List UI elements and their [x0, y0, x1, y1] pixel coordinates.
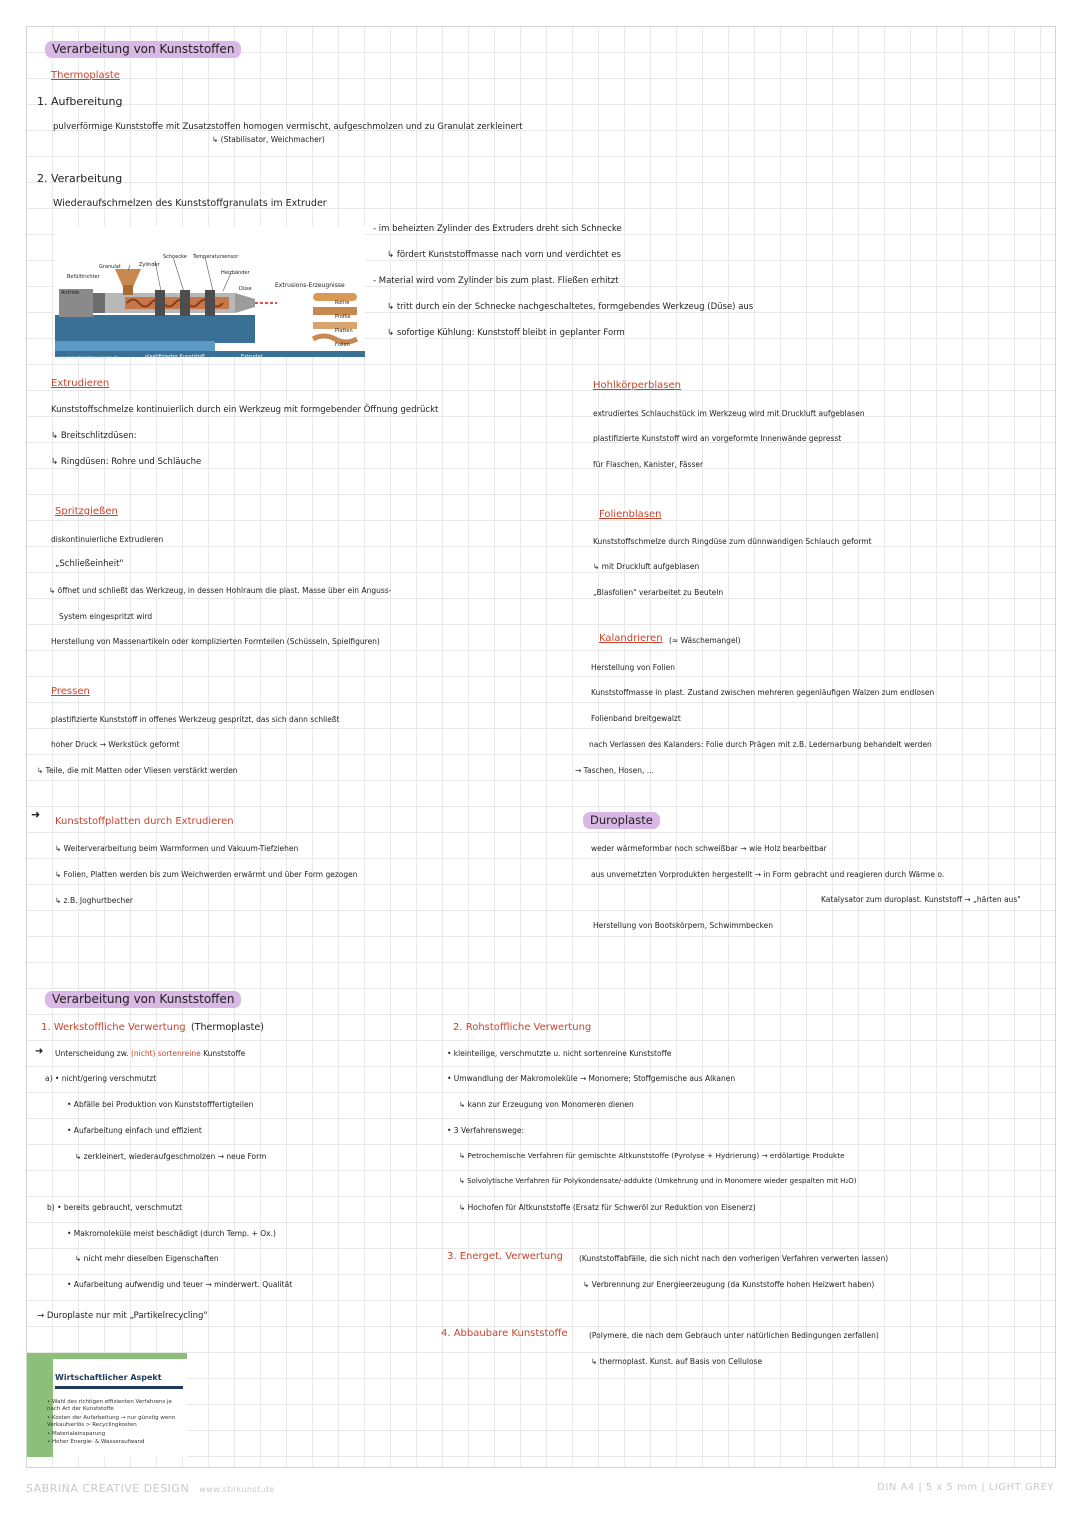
spritzgiessen-3: ↳ öffnet und schließt das Werkzeug, in dessen Hohlraum die plast. Masse über ein Anguss- [49, 586, 392, 595]
eco-item-1b: nach Art der Kunststoffe [47, 1406, 114, 1412]
unterscheidung-end: Kunststoffe [203, 1049, 246, 1058]
duroplaste-recycling: → Duroplaste nur mit „Partikelrecycling" [37, 1311, 208, 1321]
pressen-heading: Pressen [51, 686, 90, 697]
thermoplaste-heading: Thermoplaste [51, 70, 120, 81]
kalandrieren-4: nach Verlassen des Kalanders: Folie durch Prägen mit z.B. Ledernarbung behandelt werden [589, 740, 932, 749]
rohstoffliche-7: ↳ Hochofen für Altkunststoffe (Ersatz für Schweröl zur Reduktion von Eisenerz) [459, 1203, 756, 1212]
extruder-note-3: - Material wird vom Zylinder bis zum plast. Fließen erhitzt [373, 276, 619, 286]
label-folien: Folien [335, 342, 350, 348]
footer-paper-info: DIN A4 | 5 x 5 mm | LIGHT GREY [877, 1482, 1054, 1493]
energetische-1: ↳ Verbrennung zur Energieerzeugung (da Kunststoffe hohen Heizwert haben) [583, 1280, 875, 1289]
label-extrusions-erzeugnisse: Extrusions-Erzeugnisse [275, 282, 345, 289]
label-granulat: Granulat [99, 264, 121, 270]
step-verarbeitung: 2. Verarbeitung [37, 172, 123, 185]
arrow-1: ➜ [35, 1046, 44, 1057]
aufbereitung-text: pulverförmige Kunststoffe mit Zusatzstoffen homogen vermischt, aufgeschmolzen und zu Granulat zerkleinert [53, 122, 523, 132]
rohstoffliche-6: ↳ Solvolytische Verfahren für Polykondensate/-addukte (Umkehrung und in Monomere wieder gespalten mit H₂O) [459, 1177, 857, 1185]
label-rohre: Rohre [335, 300, 350, 306]
notebook-page [26, 26, 1056, 1468]
label-zylinder: Zylinder [139, 262, 160, 268]
rohstoffliche-2: • Umwandlung der Makromoleküle → Monomere; Stoffgemische aus Alkanen [447, 1074, 736, 1083]
spritzgiessen-4: System eingespritzt wird [59, 612, 153, 621]
duroplaste-4: Herstellung von Bootskörpern, Schwimmbecken [593, 921, 773, 930]
extruder-note-2: ↳ fördert Kunststoffmasse nach vorn und verdichtet es [387, 250, 621, 260]
label-temperatursensor: Temperatursensor [193, 254, 239, 260]
label-befuelltrichter: Befülltrichter [67, 274, 100, 280]
extruder-note-5: ↳ sofortige Kühlung: Kunststoff bleibt in geplanter Form [387, 328, 625, 338]
abbaubare-heading: 4. Abbaubare Kunststoffe [441, 1328, 568, 1339]
eco-item-3: • Materialeinsparung [47, 1431, 106, 1437]
label-duese: Düse [239, 286, 252, 292]
rohstoffliche-5: ↳ Petrochemische Verfahren für gemischte Altkunststoffe (Pyrolyse + Hydrierung) → erdölartige Produkte [459, 1151, 845, 1160]
extrudieren-heading: Extrudieren [51, 378, 110, 389]
hohlkoerperblasen-1: extrudiertes Schlauchstück im Werkzeug wird mit Druckluft aufgeblasen [593, 409, 865, 418]
label-antrieb: Antrieb [61, 290, 80, 296]
ringduesen: ↳ Ringdüsen: Rohre und Schläuche [51, 457, 202, 467]
wirtschaftlicher-aspekt-card [27, 1353, 187, 1457]
unterscheidung-highlight: (nicht) sortenreine [130, 1049, 201, 1058]
footer-site: www.stilkunst.de [199, 1485, 275, 1494]
spritzgiessen-2: „Schließeinheit" [55, 559, 124, 569]
footer-brand [26, 1482, 275, 1495]
werkstoffliche-note: (Thermoplaste) [191, 1022, 264, 1033]
breitschlitzduesen: ↳ Breitschlitzdüsen: [51, 431, 137, 441]
kalandrieren-1: Herstellung von Folien [591, 663, 675, 672]
label-platten: Platten [335, 328, 353, 334]
kalandrieren-2: Kunststoffmasse in plast. Zustand zwischen mehreren gegenläufigen Walzen zum endlosen [591, 688, 935, 697]
label-profile: Profile [335, 314, 351, 320]
duroplaste-heading: Duroplaste [583, 812, 660, 829]
folienblasen-1: Kunststoffschmelze durch Ringdüse zum dünnwandigen Schlauch geformt [593, 537, 872, 546]
spritzgiessen-heading: Spritzgießen [55, 506, 118, 517]
eco-item-2: • Kosten der Aufarbeitung → nur günstig wenn [47, 1415, 176, 1421]
pressen-2: hoher Druck → Werkstück geformt [51, 740, 180, 749]
energetische-note: (Kunststoffabfälle, die sich nicht nach den vorherigen Verfahren verwerten lassen) [579, 1254, 889, 1263]
label-plastifizierter-kunststoff: plastifizierter Kunststoff [145, 354, 205, 360]
folienblasen-3: „Blasfolien" verarbeitet zu Beuteln [593, 588, 724, 597]
aufbereitung-note: ↳ (Stabilisator, Weichmacher) [212, 135, 325, 144]
verarbeitung-text: Wiederaufschmelzen des Kunststoffgranulats im Extruder [53, 198, 327, 209]
label-extrudat: Extrudat [241, 354, 263, 360]
unterscheidung [55, 1047, 245, 1060]
spritzgiessen-1: diskontinuierliche Extrudieren [51, 535, 164, 544]
energetische-heading: 3. Energet. Verwertung [447, 1251, 563, 1262]
duroplaste-3: Katalysator zum duroplast. Kunststoff → „härten aus" [821, 895, 1021, 904]
section-title: Verarbeitung von Kunststoffen [45, 41, 241, 58]
rohstoffliche-heading: 2. Rohstoffliche Verwertung [453, 1022, 592, 1033]
unterscheidung-text: Unterscheidung zw. [55, 1049, 129, 1058]
diagram-source: www.maschinenbau-wissen.de [57, 355, 119, 360]
case-b-2: ↳ nicht mehr dieselben Eigenschaften [75, 1254, 219, 1263]
pressen-3: ↳ Teile, die mit Matten oder Vliesen verstärkt werden [37, 766, 238, 775]
section-title-2: Verarbeitung von Kunststoffen [45, 991, 241, 1008]
eco-title: Wirtschaftlicher Aspekt [55, 1373, 162, 1382]
kalandrieren-heading: Kalandrieren [599, 633, 663, 644]
case-a: a) • nicht/gering verschmutzt [45, 1074, 157, 1083]
kalandrieren-3: Folienband breitgewalzt [591, 714, 681, 723]
step-aufbereitung: 1. Aufbereitung [37, 95, 123, 108]
hohlkoerperblasen-heading: Hohlkörperblasen [593, 380, 681, 391]
extruder-illustration [55, 227, 365, 357]
kalandrieren-5: → Taschen, Hosen, ... [575, 766, 654, 775]
kunststoffplatten-heading: Kunststoffplatten durch Extrudieren [55, 816, 234, 827]
case-a-1: • Abfälle bei Produktion von Kunststofffertigteilen [67, 1100, 254, 1109]
case-b-3: • Aufarbeitung aufwendig und teuer → minderwert. Qualität [67, 1280, 293, 1289]
eco-item-1: • Wahl des richtigen effizienten Verfahrens je [47, 1399, 172, 1405]
kunststoffplatten-2: ↳ Folien, Platten werden bis zum Weichwerden erwärmt und über Form gezogen [55, 870, 358, 879]
kalandrieren-note: (≈ Wäschemangel) [669, 636, 741, 645]
extrudieren-text: Kunststoffschmelze kontinuierlich durch ein Werkzeug mit formgebender Öffnung gedrückt [51, 405, 439, 415]
hohlkoerperblasen-3: für Flaschen, Kanister, Fässer [593, 460, 704, 469]
rohstoffliche-1: • kleinteilige, verschmutzte u. nicht sortenreine Kunststoffe [447, 1049, 672, 1058]
duroplaste-1: weder wärmeformbar noch schweißbar → wie Holz bearbeitbar [591, 844, 827, 853]
arrow-marker: ➜ [31, 808, 41, 821]
extruder-note-4: ↳ tritt durch ein der Schnecke nachgeschaltetes, formgebendes Werkzeug (Düse) aus [387, 302, 754, 312]
label-heizbaender: Heizbänder [221, 270, 250, 276]
spritzgiessen-5: Herstellung von Massenartikeln oder komplizierten Formteilen (Schüsseln, Spielfiguren) [51, 637, 380, 646]
hohlkoerperblasen-2: plastifizierte Kunststoff wird an vorgeformte Innenwände gepresst [593, 434, 842, 443]
werkstoffliche-heading: 1. Werkstoffliche Verwertung [41, 1022, 186, 1033]
folienblasen-heading: Folienblasen [599, 509, 662, 520]
pressen-1: plastifizierte Kunststoff in offenes Werkzeug gespritzt, das sich dann schließt [51, 715, 340, 724]
eco-item-4: • Hoher Energie- & Wasseraufwand [47, 1439, 145, 1445]
footer-brand-name: SABRINA CREATIVE DESIGN [26, 1482, 190, 1495]
label-schnecke: Schnecke [163, 254, 187, 260]
kunststoffplatten-3: ↳ z.B. Joghurtbecher [55, 896, 133, 905]
folienblasen-2: ↳ mit Druckluft aufgeblasen [593, 562, 700, 571]
abbaubare-note: (Polymere, die nach dem Gebrauch unter natürlichen Bedingungen zerfallen) [589, 1331, 879, 1340]
rohstoffliche-3: ↳ kann zur Erzeugung von Monomeren dienen [459, 1100, 634, 1109]
eco-item-2b: Verkaufserlös > Recyclingkosten [47, 1422, 137, 1428]
case-b: b) • bereits gebraucht, verschmutzt [47, 1203, 183, 1212]
case-a-2: • Aufarbeitung einfach und effizient [67, 1126, 202, 1135]
abbaubare-1: ↳ thermoplast. Kunst. auf Basis von Cellulose [591, 1357, 763, 1366]
extruder-note-1: - im beheizten Zylinder des Extruders dreht sich Schnecke [373, 224, 622, 234]
case-b-1: • Makromoleküle meist beschädigt (durch Temp. + Ox.) [67, 1229, 276, 1238]
case-a-3: ↳ zerkleinert, wiederaufgeschmolzen → neue Form [75, 1152, 267, 1161]
duroplaste-2: aus unvernetzten Vorprodukten hergestellt → in Form gebracht und reagieren durch Wärme o. [591, 870, 945, 879]
rohstoffliche-4: • 3 Verfahrenswege: [447, 1126, 525, 1135]
kunststoffplatten-1: ↳ Weiterverarbeitung beim Warmformen und Vakuum-Tiefziehen [55, 844, 299, 853]
extruder-diagram [55, 227, 365, 360]
